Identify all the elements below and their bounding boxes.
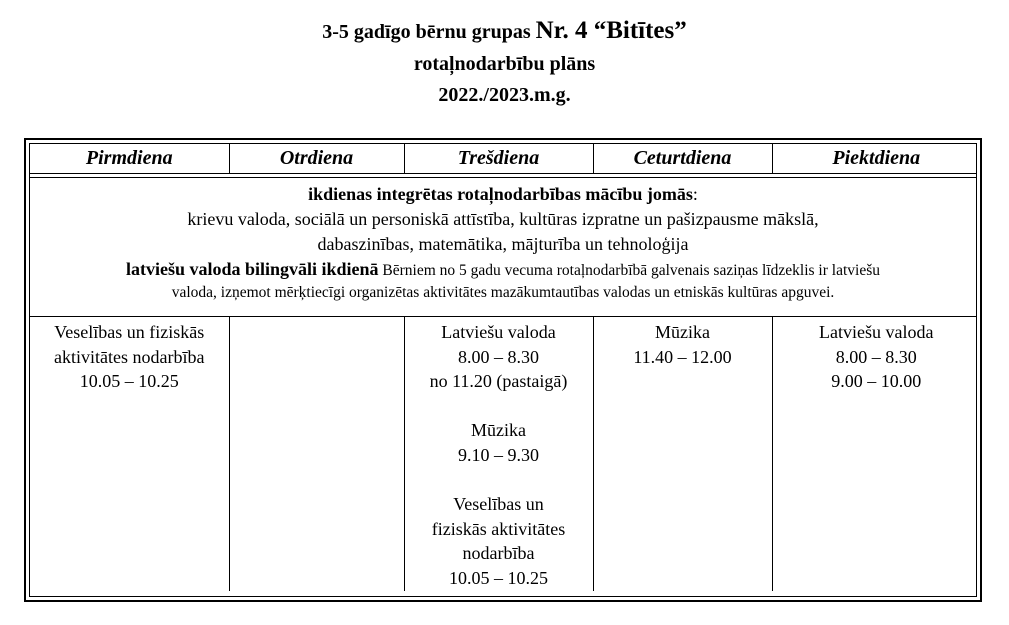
integrated-title: ikdienas integrētas rotaļnodarbības mācību jomās	[308, 184, 693, 204]
cell-thursday	[593, 317, 772, 591]
wednesday-lesson: fiziskās aktivitātes	[431, 518, 566, 539]
header-title	[0, 14, 1009, 49]
thursday-time: 11.40 – 12.00	[633, 346, 732, 367]
spacer	[407, 394, 591, 419]
integrated-activities-row	[30, 178, 976, 317]
bilingual-text-2: valoda, izņemot mērķtiecīgi organizētas aktivitātes mazākumtautības valodas un etniskās kultūras apguvei.	[171, 284, 835, 301]
cell-wednesday	[404, 317, 593, 591]
day-wednesday: Trešdiena	[404, 144, 593, 173]
friday-lesson: Latviešu valoda	[819, 322, 934, 342]
header-school-year: 2022./2023.m.g.	[438, 84, 571, 106]
bilingual-line	[40, 257, 966, 282]
wednesday-lesson: nodarbība	[462, 543, 535, 564]
wednesday-lesson: Mūzika	[471, 420, 526, 441]
day-tuesday: Otrdiena	[229, 144, 404, 173]
wednesday-time: 8.00 – 8.30	[458, 346, 539, 367]
schedule-table-frame	[24, 138, 982, 602]
monday-line: Veselības un fiziskās	[54, 322, 205, 342]
spacer	[407, 468, 591, 493]
subjects-line-2: dabaszinības, matemātika, mājturība un tehnoloģija	[317, 234, 689, 254]
friday-time: 8.00 – 8.30	[835, 346, 917, 367]
wednesday-time: 9.10 – 9.30	[458, 444, 539, 465]
wednesday-lesson: Veselības un	[453, 494, 544, 515]
thursday-lesson: Mūzika	[655, 322, 710, 342]
header-age-group: 3-5 gadīgo bērnu grupas	[322, 21, 536, 43]
document-header	[0, 14, 1009, 111]
header-group-name: Nr. 4 “Bitītes”	[535, 17, 687, 44]
schedule-table	[29, 143, 977, 597]
bilingual-title: latviešu valoda bilingvāli ikdienā	[125, 259, 379, 279]
subjects-line-1: krievu valoda, sociālā un personiskā attīstība, kultūras izpratne un pašizpausme mākslā,	[187, 209, 819, 229]
wednesday-time: 10.05 – 10.25	[449, 567, 548, 588]
monday-line: aktivitātes nodarbība	[54, 346, 205, 367]
lessons-row	[30, 317, 980, 591]
integrated-title-line: ikdienas integrētas rotaļnodarbības mācību jomās:	[308, 184, 698, 204]
cell-friday	[772, 317, 980, 591]
day-friday: Piektdiena	[772, 144, 980, 173]
cell-monday	[30, 317, 229, 591]
header-subtitle: rotaļnodarbību plāns	[413, 53, 596, 75]
bilingual-text-1: Bērniem no 5 gadu vecuma rotaļnodarbībā galvenais saziņas līdzeklis ir latviešu	[378, 262, 880, 279]
monday-time: 10.05 – 10.25	[79, 371, 179, 392]
wednesday-lesson: Latviešu valoda	[441, 322, 556, 342]
weekday-header-row	[30, 144, 980, 173]
day-thursday: Ceturtdiena	[593, 144, 772, 173]
day-monday: Pirmdiena	[85, 147, 173, 169]
friday-time: 9.00 – 10.00	[831, 371, 922, 392]
wednesday-note: no 11.20 (pastaigā)	[429, 371, 568, 392]
cell-tuesday	[229, 317, 404, 591]
